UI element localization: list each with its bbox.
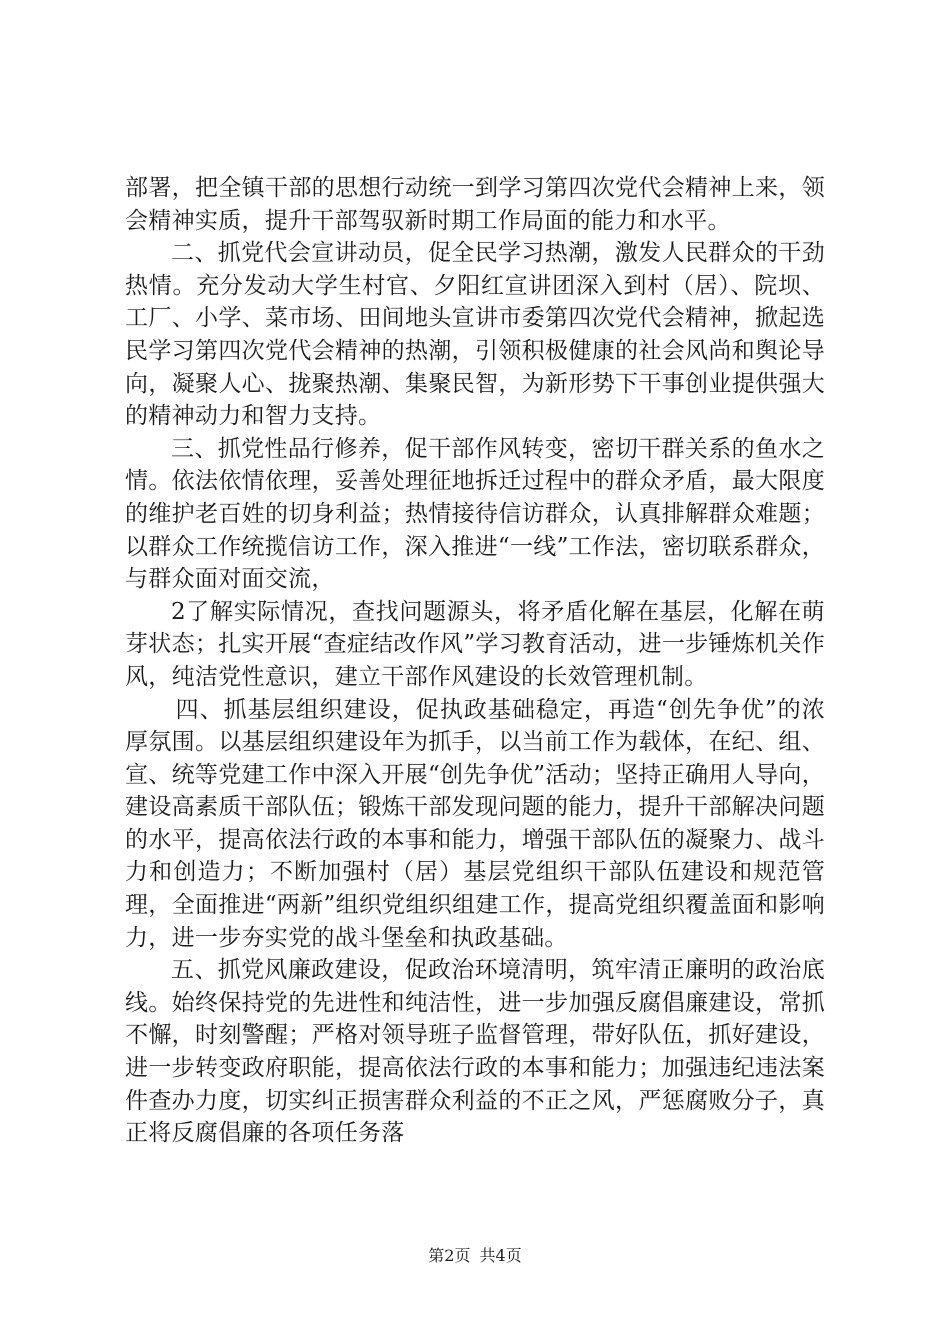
paragraph-continuation: 部署，把全镇干部的思想行动统一到学习第四次党代会精神上来，领会精神实质，提升干部驾驭新时期工作局面的能力和水平。 (125, 175, 825, 234)
document-body (125, 172, 825, 1150)
paragraph-section-5: 五、抓党风廉政建设，促政治环境清明，筑牢清正廉明的政治底线。始终保持党的先进性和纯洁性，进一步加强反腐倡廉建设，常抓不懈，时刻警醒；严格对领导班子监督管理，带好队伍，抓好建设，进一步转变政府职能，提高依法行政的本事和能力；加强违纪违法案件查办力度，切实纠正损害群众利益的不正之风，严惩腐败分子，真正将反腐倡廉的各项任务落 (125, 957, 825, 1147)
page-number: 第2页 (428, 1246, 471, 1265)
page-total: 共4页 (479, 1246, 522, 1265)
paragraph-section-2: 二、抓党代会宣讲动员，促全民学习热潮，激发人民群众的干劲热情。充分发动大学生村官、夕阳红宣讲团深入到村（居）、院坝、工厂、小学、菜市场、田间地头宣讲市委第四次党代会精神，掀起选民学习第四次党代会精神的热潮，引领积极健康的社会风尚和舆论导向，凝聚人心、拢聚热潮、集聚民智，为新形势下干事创业提供强大的精神动力和智力支持。 (125, 240, 825, 430)
page-footer (0, 1243, 950, 1266)
paragraph-section-3-continued: 2了解实际情况，查找问题源头，将矛盾化解在基层，化解在萌芽状态；扎实开展“查症结改作风”学习教育活动，进一步锤炼机关作风，纯洁党性意识，建立干部作风建设的长效管理机制。 (125, 598, 825, 690)
paragraph-section-3: 三、抓党性品行修养，促干部作风转变，密切干群关系的鱼水之情。依法依情依理，妥善处理征地拆迁过程中的群众矛盾，最大限度的维护老百姓的切身利益；热情接待信访群众，认真排解群众难题；以群众工作统揽信访工作，深入推进“一线”工作法，密切联系群众，与群众面对面交流， (125, 435, 825, 593)
paragraph-section-4: 四、抓基层组织建设，促执政基础稳定，再造“创先争优”的浓厚氛围。以基层组织建设年为抓手，以当前工作为载体，在纪、组、宣、统等党建工作中深入开展“创先争优”活动；坚持正确用人导向，建设高素质干部队伍；锻炼干部发现问题的能力，提升干部解决问题的水平，提高依法行政的本事和能力，增强干部队伍的凝聚力、战斗力和创造力；不断加强村（居）基层党组织干部队伍建设和规范管理，全面推进“两新”组织党组织组建工作，提高党组织覆盖面和影响力，进一步夯实党的战斗堡垒和执政基础。 (125, 696, 825, 951)
